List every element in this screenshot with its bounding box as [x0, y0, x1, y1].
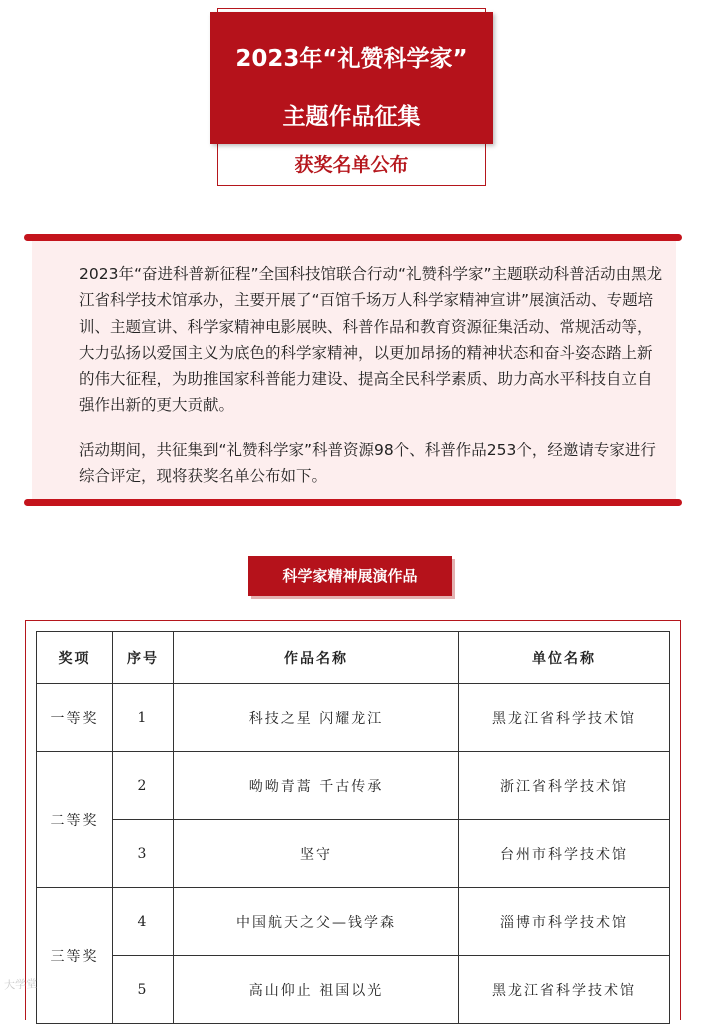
header-subtitle: 获奖名单公布 — [294, 154, 409, 176]
number-cell: 2 — [113, 752, 174, 820]
intro-bottom-bar — [24, 499, 682, 506]
intro-paragraph-2: 活动期间，共征集到“礼赞科学家”科普资源98个、科普作品253个，经邀请专家进行综合评定，现将获奖名单公布如下。 — [79, 440, 656, 486]
table-row — [37, 752, 670, 820]
number-cell: 3 — [113, 820, 174, 888]
intro-box — [32, 241, 676, 499]
table-header-row — [37, 632, 670, 684]
table-row — [37, 888, 670, 956]
award-cell: 二等奖 — [37, 752, 113, 888]
header-banner — [210, 12, 493, 144]
work-cell: 呦呦青蒿 千古传承 — [174, 752, 459, 820]
work-cell: 坚守 — [174, 820, 459, 888]
unit-cell: 黑龙江省科学技术馆 — [459, 684, 670, 752]
table-row — [37, 820, 670, 888]
work-cell: 高山仰止 祖国以光 — [174, 956, 459, 1024]
award-cell: 三等奖 — [37, 888, 113, 1024]
intro-paragraph-1: 2023年“奋进科普新征程”全国科技馆联合行动“礼赞科学家”主题联动科普活动由黑龙江省科学技术馆承办，主要开展了“百馆千场万人科学家精神宣讲”展演活动、专题培训、主题宣讲、科学家精神电影展映、科普作品和教育资源征集活动、常规活动等，大力弘扬以爱国主义为底色的科学家精神，以更加昂扬的精神状态和奋斗姿态踏上新的伟大征程，为助推国家科普能力建设、提高全民科学素质、助力高水平科技自立自强作出新的更大贡献。 — [79, 265, 663, 415]
work-cell: 科技之星 闪耀龙江 — [174, 684, 459, 752]
award-table — [36, 631, 670, 1024]
intro-top-bar — [24, 234, 682, 241]
header-award: 奖项 — [37, 632, 113, 684]
table-row — [37, 684, 670, 752]
award-cell: 一等奖 — [37, 684, 113, 752]
unit-cell: 浙江省科学技术馆 — [459, 752, 670, 820]
unit-cell: 淄博市科学技术馆 — [459, 888, 670, 956]
header-number: 序号 — [113, 632, 174, 684]
work-cell: 中国航天之父—钱学森 — [174, 888, 459, 956]
header-work: 作品名称 — [174, 632, 459, 684]
header-title-line1: 2023年“礼赞科学家” — [235, 46, 468, 72]
section-title-tag: 科学家精神展演作品 — [248, 556, 452, 596]
unit-cell: 台州市科学技术馆 — [459, 820, 670, 888]
number-cell: 5 — [113, 956, 174, 1024]
watermark-text: 大学堂 — [3, 977, 38, 992]
header-unit: 单位名称 — [459, 632, 670, 684]
unit-cell: 黑龙江省科学技术馆 — [459, 956, 670, 1024]
table-row — [37, 956, 670, 1024]
number-cell: 4 — [113, 888, 174, 956]
number-cell: 1 — [113, 684, 174, 752]
header-title-line2: 主题作品征集 — [282, 104, 421, 130]
